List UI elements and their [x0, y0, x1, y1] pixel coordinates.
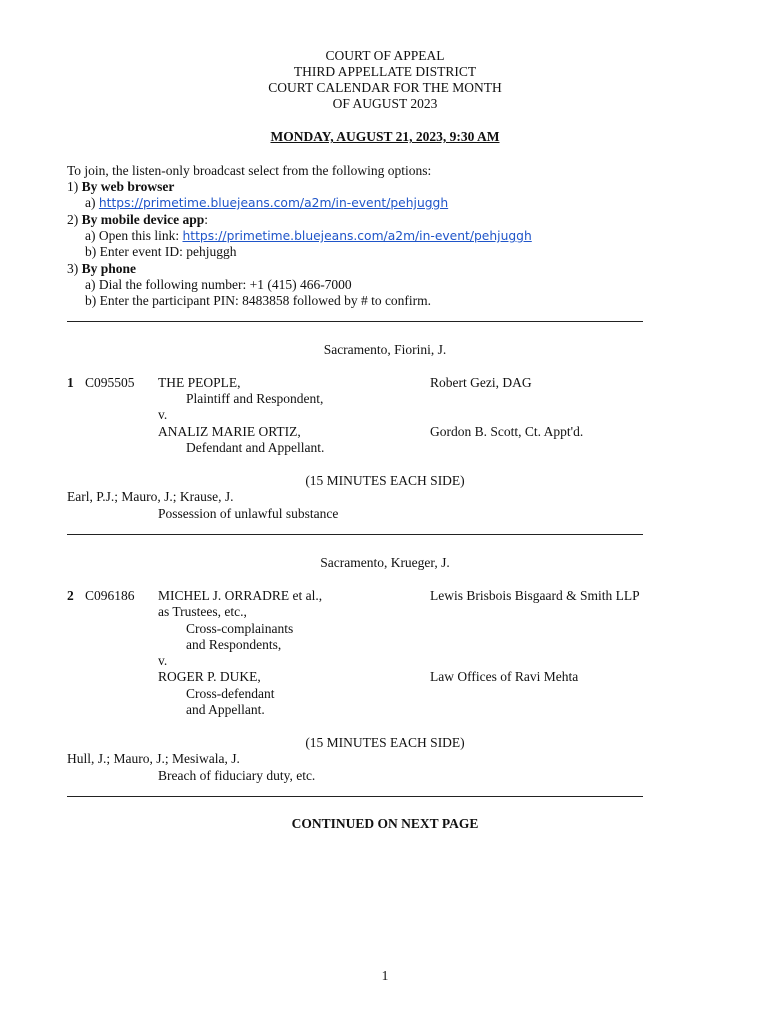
item-prefix: a) — [85, 195, 99, 210]
party-2-role: Cross-defendant — [186, 686, 275, 701]
counsel-1: Lewis Brisbois Bisgaard & Smith LLP — [430, 588, 640, 603]
phone-number-line: a) Dial the following number: +1 (415) 466-7000 — [85, 277, 352, 292]
option-web-link-line — [85, 195, 448, 211]
party-2-role-continued: and Appellant. — [186, 702, 265, 717]
item-prefix: a) Open this link: — [85, 228, 183, 243]
case-item-number: 2 — [67, 588, 74, 603]
panel-justices: Hull, J.; Mauro, J.; Mesiwala, J. — [67, 751, 240, 766]
option-label: By web browser — [81, 179, 175, 194]
calendar-title: COURT CALENDAR FOR THE MONTH — [268, 80, 502, 95]
divider — [67, 796, 643, 797]
event-id-line: b) Enter event ID: pehjuggh — [85, 244, 237, 259]
option-number: 2) — [67, 212, 82, 227]
session-date: MONDAY, AUGUST 21, 2023, 9:30 AM — [270, 129, 500, 144]
versus: v. — [158, 653, 168, 668]
calendar-month: OF AUGUST 2023 — [332, 96, 438, 111]
option-mobile-app — [67, 212, 208, 228]
phone-pin-line: b) Enter the participant PIN: 8483858 followed by # to confirm. — [85, 293, 432, 308]
option-label: By phone — [81, 261, 137, 276]
case-number: C095505 — [85, 375, 135, 390]
web-browser-link[interactable]: https://primetime.bluejeans.com/a2m/in-event/pehjuggh — [98, 196, 449, 210]
party-2: ANALIZ MARIE ORTIZ, — [158, 424, 301, 439]
counsel-1: Robert Gezi, DAG — [430, 375, 532, 390]
case-number: C096186 — [85, 588, 135, 603]
argument-time: (15 MINUTES EACH SIDE) — [305, 735, 465, 750]
case-item-number: 1 — [67, 375, 74, 390]
case-county-judge: Sacramento, Krueger, J. — [320, 555, 450, 570]
option-mobile-link-line — [85, 228, 532, 244]
party-1-continued: as Trustees, etc., — [158, 604, 247, 619]
party-1-role: Plaintiff and Respondent, — [186, 391, 324, 406]
option-number: 1) — [67, 179, 82, 194]
option-phone — [67, 261, 136, 277]
case-subject: Possession of unlawful substance — [158, 506, 339, 521]
party-1: THE PEOPLE, — [158, 375, 241, 390]
party-2-role: Defendant and Appellant. — [186, 440, 325, 455]
party-2: ROGER P. DUKE, — [158, 669, 261, 684]
continued-notice: CONTINUED ON NEXT PAGE — [291, 816, 479, 831]
panel-justices: Earl, P.J.; Mauro, J.; Krause, J. — [67, 489, 234, 504]
mobile-app-link[interactable]: https://primetime.bluejeans.com/a2m/in-event/pehjuggh — [182, 229, 532, 243]
option-label: By mobile device app — [81, 212, 205, 227]
party-1-role-continued: and Respondents, — [186, 637, 282, 652]
option-number: 3) — [67, 261, 82, 276]
party-1-role: Cross-complainants — [186, 621, 294, 636]
divider — [67, 534, 643, 535]
versus: v. — [158, 407, 168, 422]
counsel-2: Law Offices of Ravi Mehta — [430, 669, 579, 684]
option-colon: : — [204, 212, 209, 227]
case-county-judge: Sacramento, Fiorini, J. — [323, 342, 447, 357]
party-1: MICHEL J. ORRADRE et al., — [158, 588, 323, 603]
case-subject: Breach of fiduciary duty, etc. — [158, 768, 316, 783]
counsel-2: Gordon B. Scott, Ct. Appt'd. — [430, 424, 584, 439]
divider — [67, 321, 643, 322]
page-number: 1 — [381, 968, 389, 983]
district-name: THIRD APPELLATE DISTRICT — [293, 64, 477, 79]
court-name: COURT OF APPEAL — [325, 48, 445, 63]
join-intro: To join, the listen-only broadcast select from the following options: — [67, 163, 432, 178]
argument-time: (15 MINUTES EACH SIDE) — [305, 473, 465, 488]
option-web-browser — [67, 179, 174, 195]
